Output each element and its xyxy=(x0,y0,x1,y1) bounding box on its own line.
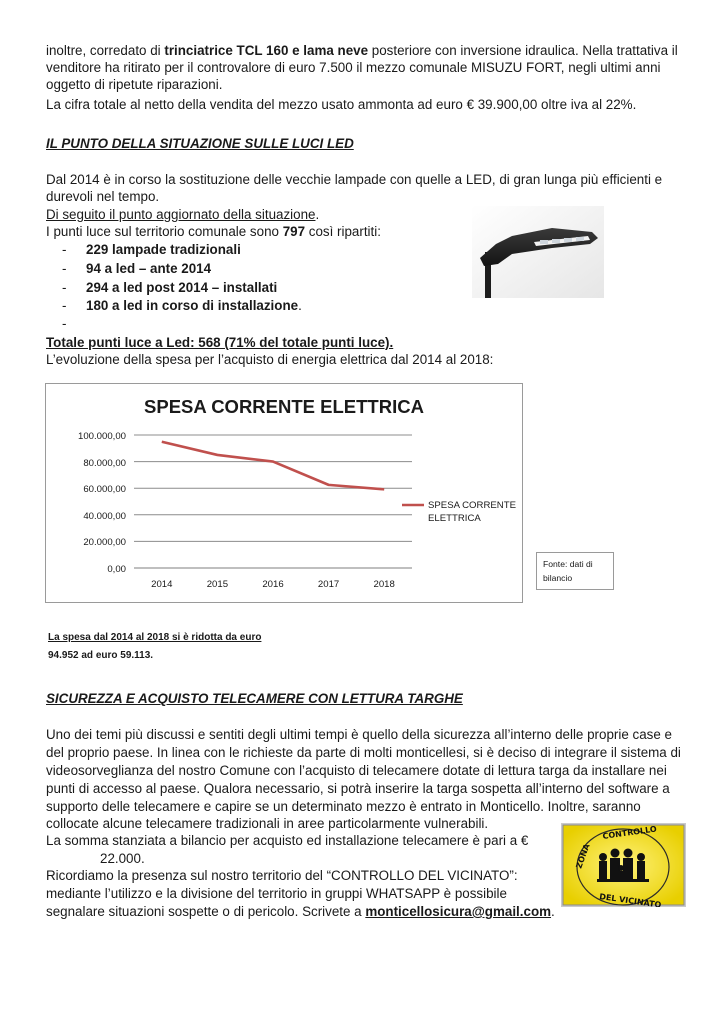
bullet-dash: - xyxy=(62,261,67,276)
security-para-line: supporto delle telecamere e capire se un determinato mezzo è entrato in Monticello. Inoltre, saranno xyxy=(46,799,641,814)
neighborhood-watch-logo-icon xyxy=(561,823,686,907)
security-para-line: Uno dei temi più discussi e sentiti degli ultimi tempi è quello della sicurezza all’interno delle proprie case e xyxy=(46,727,672,742)
spend-summary-line-1: La spesa dal 2014 al 2018 si è ridotta da euro xyxy=(48,632,262,643)
list-item xyxy=(62,260,211,277)
bullet-text: 180 a led in corso di installazione xyxy=(86,298,299,313)
intro-text: posteriore con inversione idraulica. Nella trattativa il xyxy=(368,43,678,58)
vicinato-line-1: Ricordiamo la presenza sul nostro territorio del “CONTROLLO DEL VICINATO”: xyxy=(46,868,518,883)
x-tick-label: 2017 xyxy=(317,579,340,590)
svg-text:ZONA: ZONA xyxy=(574,842,592,870)
security-heading: SICUREZZA E ACQUISTO TELECAMERE CON LETTURA TARGHE xyxy=(46,691,463,706)
vicinato-text-end: . xyxy=(551,904,555,919)
update-note-text: Di seguito il punto aggiornato della situazione xyxy=(46,207,316,222)
x-tick-label: 2015 xyxy=(206,579,229,590)
led-streetlight-image xyxy=(472,206,604,298)
y-tick-label: 20.000,00 xyxy=(83,537,126,549)
points-count: 797 xyxy=(282,224,306,239)
points-pre: I punti luce sul territorio comunale sono xyxy=(46,224,283,239)
legend-label-line-2: ELETTRICA xyxy=(428,513,481,524)
update-note xyxy=(46,206,319,223)
bullet-text: 294 a led post 2014 – installati xyxy=(86,280,278,295)
led-total: Totale punti luce a Led: 568 (71% del totale punti luce). xyxy=(46,335,394,350)
budget-line-2: 22.000. xyxy=(100,851,145,866)
y-tick-label: 40.000,00 xyxy=(83,510,126,522)
bullet-suffix: . xyxy=(298,298,302,313)
list-item xyxy=(62,297,302,314)
svg-text:DEL VICINATO: DEL VICINATO xyxy=(598,892,662,907)
security-para-line: collocate alcune telecamere tradizionali in aree particolarmente vulnerabili. xyxy=(46,816,489,831)
chart-title: SPESA CORRENTE ELETTRICA xyxy=(144,396,424,417)
intro-line-3: oggetto di ripetute riparazioni. xyxy=(46,77,223,92)
streetlight-icon xyxy=(472,206,604,298)
source-note-box xyxy=(536,552,614,590)
series-line xyxy=(162,442,384,490)
svg-text:CONTROLLO: CONTROLLO xyxy=(602,824,658,841)
points-line xyxy=(46,223,381,240)
evolution-text: L’evoluzione della spesa per l’acquisto di energia elettrica dal 2014 al 2018: xyxy=(46,352,494,367)
intro-bold-text: trinciatrice TCL 160 e lama neve xyxy=(164,43,369,58)
source-note: Fonte: dati di bilancio xyxy=(543,559,593,583)
x-tick-label: 2016 xyxy=(262,579,284,590)
y-tick-label: 100.000,00 xyxy=(77,431,126,442)
intro-line-2: venditore ha ritirato per il controvalore di euro 7.500 il mezzo comunale MISUZU FORT, negli ultimi anni xyxy=(46,60,661,75)
email-link[interactable]: monticellosicura@gmail.com xyxy=(365,904,552,919)
vicinato-line-3 xyxy=(46,903,555,920)
legend-label-line-1: SPESA CORRENTE xyxy=(428,500,516,511)
led-para-line-1: Dal 2014 è in corso la sostituzione delle vecchie lampade con quelle a LED, di gran lunga più efficienti e xyxy=(46,172,663,187)
y-tick-label: 0,00 xyxy=(107,564,126,575)
spending-chart xyxy=(45,383,523,603)
security-para-line: videosorveglianza del nostro Comune con l’acquisto di telecamere dotate di lettura targa da installare nei xyxy=(46,763,667,778)
bullet-dash: - xyxy=(62,316,67,331)
spend-summary-line-2: 94.952 ad euro 59.113. xyxy=(48,650,154,661)
led-para-line-2: durevoli nel tempo. xyxy=(46,189,160,204)
intro-line-1 xyxy=(46,42,678,59)
bullet-dash: - xyxy=(62,298,67,313)
vicinato-line-2: mediante l’utilizzo e la divisione del territorio in gruppi WHATSAPP è possibile xyxy=(46,886,507,901)
bullet-dash: - xyxy=(62,280,67,295)
list-item xyxy=(62,241,241,258)
led-heading: IL PUNTO DELLA SITUAZIONE SULLE LUCI LED xyxy=(46,136,354,151)
security-para-line: del proprio paese. In linea con le richieste da parte di molti monticellesi, si è deciso di integrare il sistema di xyxy=(46,745,681,760)
intro-line-4: La cifra totale al netto della vendita del mezzo usato ammonta ad euro € 39.900,00 oltre iva al 22%. xyxy=(46,97,637,112)
list-item xyxy=(62,279,277,296)
bullet-text: 94 a led – ante 2014 xyxy=(86,261,212,276)
budget-line-1: La somma stanziata a bilancio per acquisto ed installazione telecamere è pari a € xyxy=(46,833,529,848)
vicinato-text: segnalare situazioni sospette o di pericolo. Scrivete a xyxy=(46,904,366,919)
x-tick-label: 2018 xyxy=(373,579,395,590)
bullet-dash: - xyxy=(62,242,67,257)
controllo-vicinato-logo xyxy=(561,823,686,907)
y-tick-label: 80.000,00 xyxy=(83,457,126,469)
points-post: così ripartiti: xyxy=(305,224,381,239)
update-note-end: . xyxy=(315,207,320,222)
security-para-line: punti di accesso al paese. Qualora necessario, si potrà inserire la targa sospetta all’interno del software a xyxy=(46,781,670,796)
bullet-text: 229 lampade tradizionali xyxy=(86,242,241,257)
y-tick-label: 60.000,00 xyxy=(83,484,126,496)
intro-text: inoltre, corredato di xyxy=(46,43,165,58)
x-tick-label: 2014 xyxy=(151,579,173,590)
list-item xyxy=(62,315,86,332)
